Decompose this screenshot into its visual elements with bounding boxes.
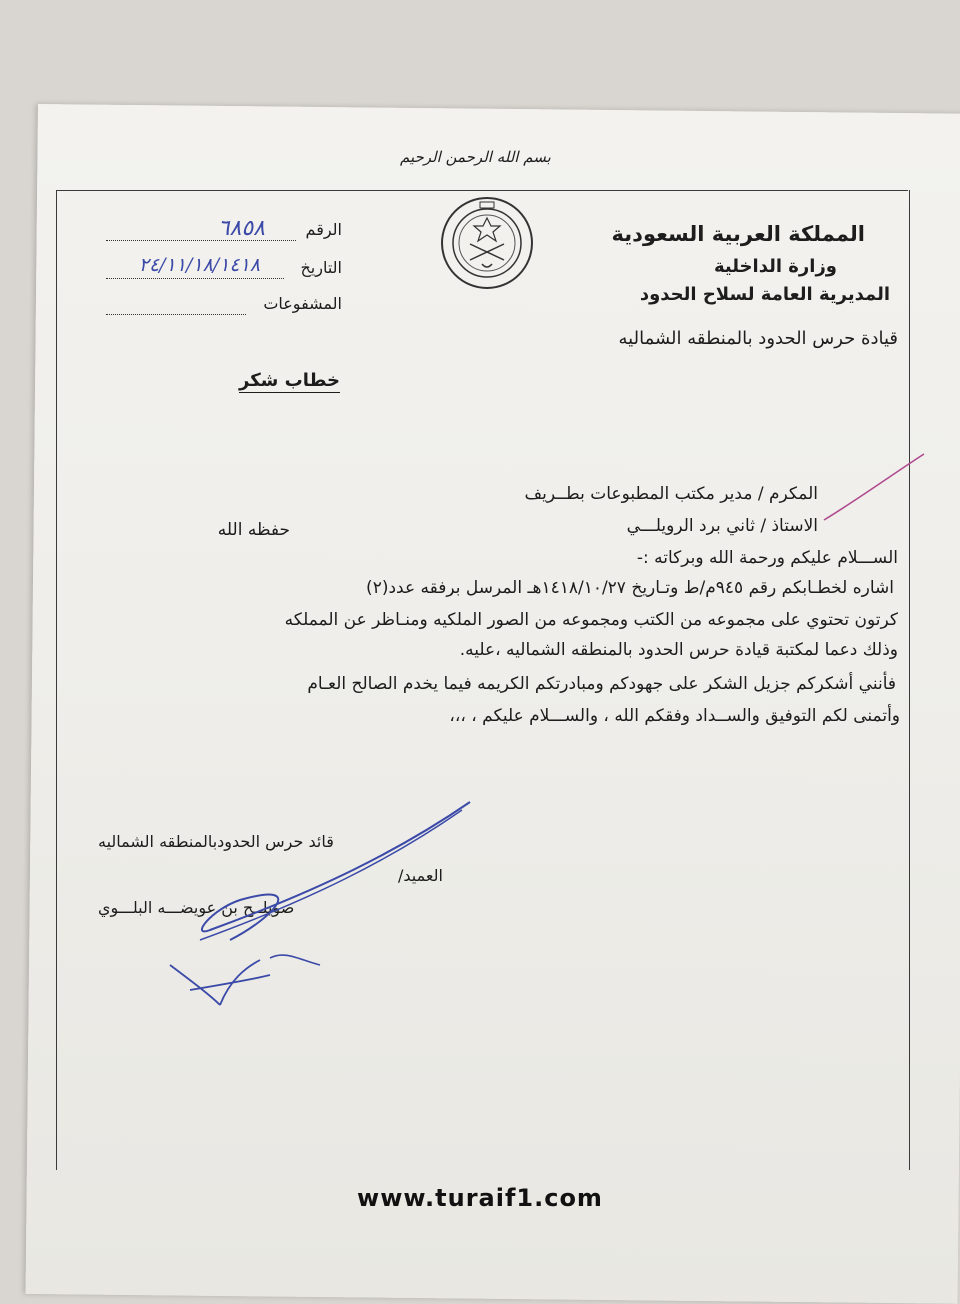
number-dotted-line (106, 240, 296, 241)
signatory-rank: العميد/ (398, 866, 443, 885)
basmala: بسم الله الرحمن الرحيم (400, 148, 551, 166)
letter-subject: خطاب شكر (239, 370, 340, 391)
number-label: الرقم (305, 220, 342, 239)
pen-mark (820, 448, 930, 528)
letterhead-directorate: المديرية العامة لسلاح الحدود (639, 284, 890, 305)
handwritten-signature (150, 790, 490, 1020)
recipient-blessing: حفظه الله (217, 520, 290, 540)
signatory-title: قائد حرس الحدودبالمنطقه الشماليه (98, 832, 334, 851)
signatory-name: صويلــح بن عويضـــه البلـــوي (98, 898, 295, 917)
body-line-6: وأتمنى لكم التوفيق والســداد وفقكم الله ، والســـلام عليكم ، ،،، (449, 706, 900, 726)
date-value: ٢٤/١١/١٨/١٤١٨ (138, 254, 260, 276)
body-line-5: فأنني أشكركم جزيل الشكر على جهودكم ومبادرتكم الكريمه فيما يخدم الصالح العـام (307, 674, 896, 694)
date-dotted-line (106, 278, 284, 279)
body-line-1: الســـلام عليكم ورحمة الله وبركاته :- (636, 548, 898, 568)
body-line-3: كرتون تحتوي على مجموعه من الكتب ومجموعه من الصور الملكيه ومنـاظر عن المملكه (284, 610, 898, 630)
website-watermark: www.turaif1.com (357, 1184, 603, 1212)
emblem-icon (438, 194, 536, 292)
attachments-dotted-line (106, 314, 246, 315)
letterhead-country: المملكة العربية السعودية (611, 222, 865, 246)
recipient-line-2: الاستاذ / ثاني برد الرويلـــي (626, 516, 818, 536)
number-value: ٦٨٥٨ (217, 216, 265, 241)
date-label: التاريخ (300, 258, 342, 277)
issuing-unit: قيادة حرس الحدود بالمنطقه الشماليه (618, 328, 898, 349)
body-line-4: وذلك دعما لمكتبة قيادة حرس الحدود بالمنطقه الشماليه ،عليه. (459, 640, 898, 660)
attachments-label: المشفوعات (263, 294, 342, 313)
recipient-line-1: المكرم / مدير مكتب المطبوعات بطــريف (524, 484, 818, 504)
body-line-2: اشاره لخطـابكم رقم ٩٤٥م/ط وتـاريخ ١٤١٨/١٠/٢٧هـ المرسل برفقه عدد(٢) (366, 578, 894, 598)
letterhead-ministry: وزارة الداخلية (713, 256, 837, 277)
